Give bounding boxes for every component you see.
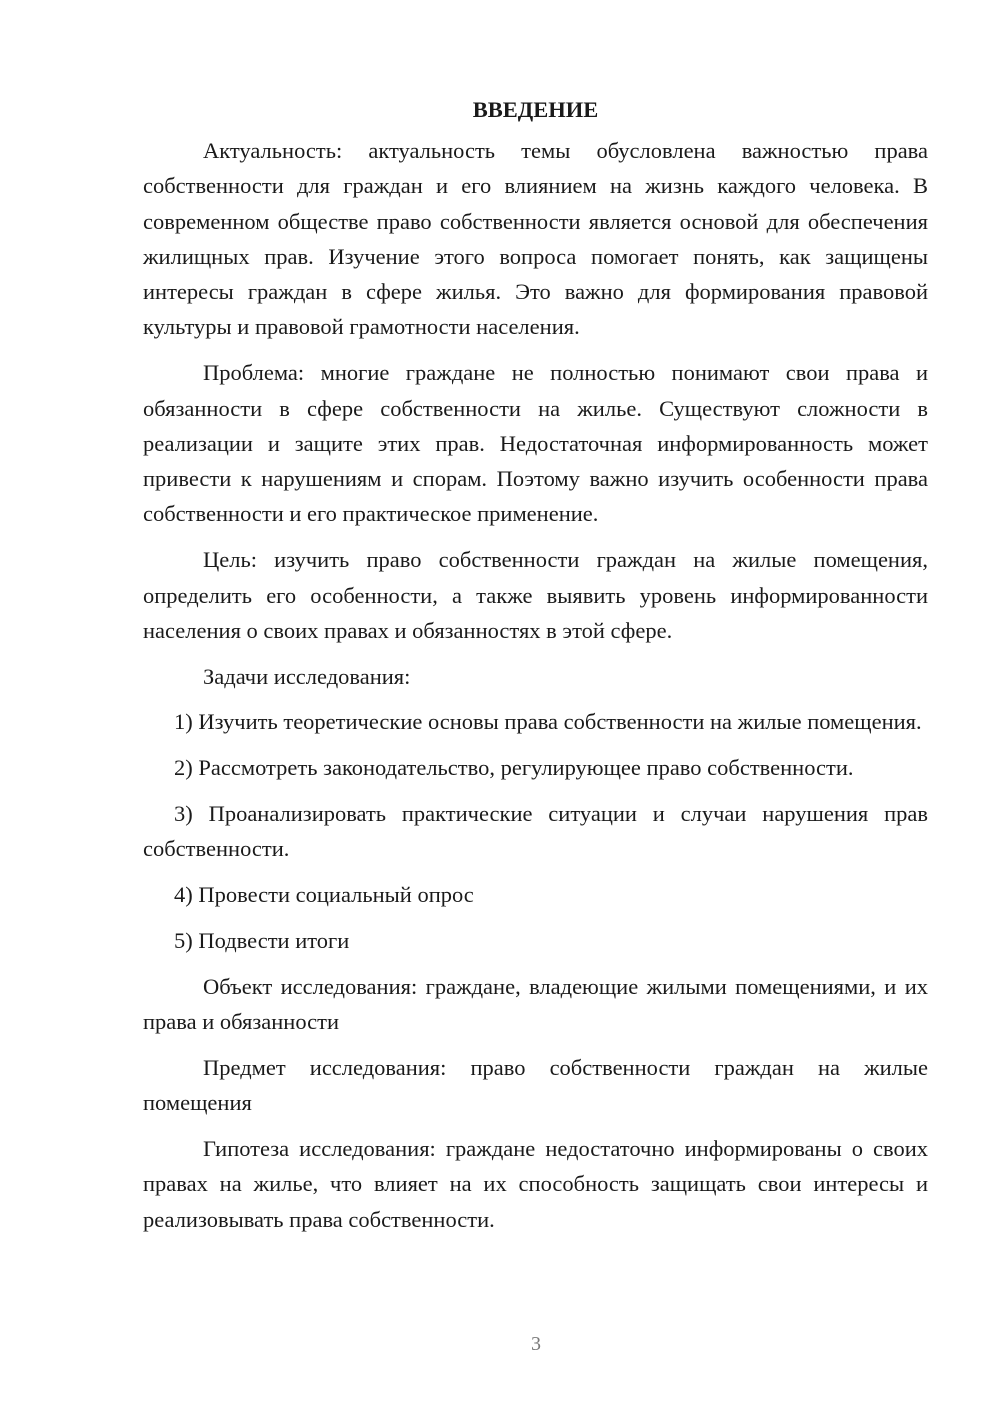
paragraph-problem: Проблема: многие граждане не полностью понимают свои права и обязанности в сфере собственности на жилье. Существуют сложности в реализации и защите этих прав. Недостаточная информированность может привести к нарушениям и спорам. Поэтому важно изучить особенности права собственности и его практическое применение. (143, 360, 928, 527)
document-body (143, 92, 928, 1247)
page-number: 3 (531, 1333, 541, 1355)
paragraph-relevance: Актуальность: актуальность темы обусловлена важностью права собственности для граждан и его влиянием на жизнь каждого человека. В современном обществе право собственности является основой для обеспечения жилищных прав. Изучение этого вопроса помогает понять, как защищены интересы граждан в сфере жилья. Это важно для формирования правовой культуры и правовой грамотности населения. (143, 138, 928, 340)
paragraph-subject: Предмет исследования: право собственности граждан на жилые помещения (143, 1054, 928, 1116)
task-item-4: 4) Провести социальный опрос (174, 882, 474, 908)
task-item-3: 3) Проанализировать практические ситуации и случаи нарушения прав собственности. (143, 801, 928, 862)
task-item-2: 2) Рассмотреть законодательство, регулирующее право собственности. (174, 755, 854, 781)
task-item-1: 1) Изучить теоретические основы права собственности на жилые помещения. (174, 709, 922, 735)
page-title: ВВЕДЕНИЕ (472, 97, 599, 122)
task-item-5: 5) Подвести итоги (174, 927, 350, 953)
paragraph-object: Объект исследования: граждане, владеющие жилыми помещениями, и их права и обязанности (143, 973, 928, 1035)
tasks-heading: Задачи исследования: (203, 663, 411, 689)
paragraph-hypothesis: Гипотеза исследования: граждане недостаточно информированы о своих правах на жилье, что влияет на их способность защищать свои интересы и реализовывать права собственности. (143, 1135, 928, 1232)
paragraph-goal: Цель: изучить право собственности граждан на жилые помещения, определить его особенности, а также выявить уровень информированности населения о своих правах и обязанностях в этой сфере. (143, 547, 928, 643)
